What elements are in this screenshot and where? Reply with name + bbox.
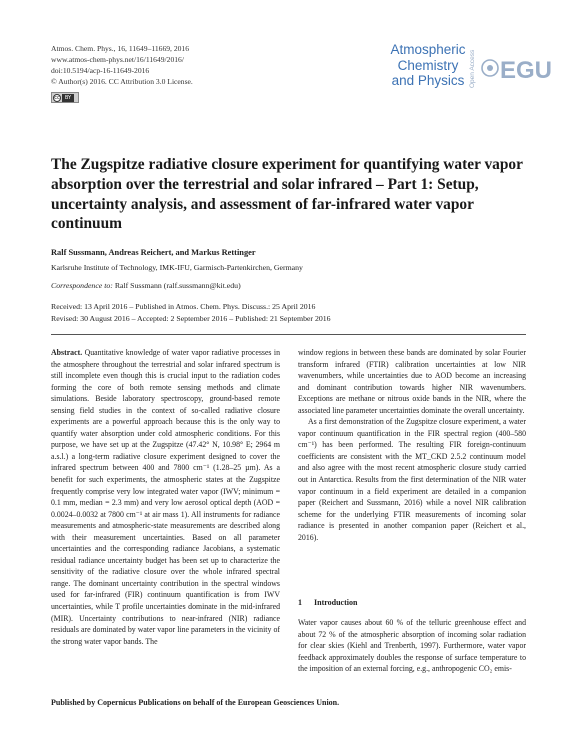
introduction-body (298, 617, 526, 675)
cc-by-label: BY (62, 94, 74, 102)
journal-name-line: and Physics (391, 73, 465, 88)
correspondence-value[interactable]: Ralf Sussmann (ralf.sussmann@kit.edu) (114, 281, 241, 290)
publisher-footer: Published by Copernicus Publications on behalf of the European Geosciences Union. (51, 698, 340, 707)
abstract-paragraph (51, 347, 280, 647)
license-line: © Author(s) 2016. CC Attribution 3.0 License. (51, 77, 193, 86)
journal-name-line: Chemistry (397, 57, 459, 73)
journal-url[interactable]: www.atmos-chem-phys.net/16/11649/2016/ (51, 55, 184, 64)
journal-name-line: Atmospheric (390, 42, 466, 57)
abstract-paragraph-2: As a first demonstration of the Zugspitze closure experiment, a water vapor continuum quantification in the FIR spectral region (400–580 cm⁻¹) has been performed. The resulting FIR foreign-continuum coefficients are consistent with the MT_CKD 2.5.2 continuum model and also agree with the most recent atmospheric closure study carried out in Antarctica. Results from the first determination of the NIR water vapor continuum in a field experiment are detailed in a companion paper (Reichert and Sussmann, 2016) while a novel NIR calibration scheme for the underlying FTIR measurements of incoming solar radiance is presented in another companion paper (Reichert et al., 2016). (298, 417, 526, 542)
publication-dates (51, 301, 331, 325)
abstract-continuation: window regions in between these bands are dominated by solar Fourier transform infrared (FTIR) calibration uncertainties at low NIR wavenumbers, while uncertainties due to AOD become an increasing and dominant contribution towards higher NIR wavenumbers. Exceptions are methane or nitrous oxide bands in the NIR, where the associated line parameter uncertainties dominate the overall uncertainty. (298, 348, 526, 415)
cc-by-badge-icon[interactable] (51, 92, 79, 103)
section-title: Introduction (314, 598, 358, 607)
open-access-text: Open Access (469, 49, 476, 88)
abstract-text: Quantitative knowledge of water vapor radiative processes in the atmosphere throughout the terrestrial and solar infrared spectrum is still incomplete even though this is crucial input to the radiation codes forming the core of both remote sensing methods and climate simulations. Beside laboratory spectroscopy, ground-based remote sensing field studies in the context of so-called radiative closure experiments are a powerful approach because this is the only way to quantify water absorption under cold atmospheric conditions. For this purpose, we have set up at the Zugspitze (47.42° N, 10.98° E; 2964 m a.s.l.) a long-term radiative closure experiment designed to cover the infrared spectrum between 400 and 7800 cm⁻¹ (1.28–25 µm). As a benefit for such experiments, the atmospheric states at the Zugspitze frequently comprise very low integrated water vapor (IWV; minimum = 0.1 mm, median = 2.3 mm) and very low aerosol optical depth (AOD = 0.0024–0.0032 at 7800 cm⁻¹ at air mass 1). All instruments for radiance measurements and atmospheric-state measurements are described along with their measurement uncertainties. Based on all parameter uncertainties and the corresponding radiance Jacobians, a systematic residual radiance uncertainty budget has been set up to characterize the sensitivity of the radiative closure over the whole infrared spectral range. The dominant uncertainty contribution in the spectral windows used for far-infrared (FIR) continuum quantification is from IWV uncertainties, while T profile uncertainties dominate in the mid-infrared (MIR). Uncertainty contributions to near-infrared (NIR) radiance residuals are dominated by water vapor line parameters in the vicinity of the strong water vapor bands. The (51, 348, 280, 646)
header-divider (51, 334, 526, 335)
egu-logo-icon (480, 48, 553, 88)
journal-citation-block (51, 43, 193, 87)
doi[interactable]: doi:10.5194/acp-16-11649-2016 (51, 66, 150, 75)
section-number: 1 (298, 598, 302, 607)
open-access-label (466, 40, 478, 90)
journal-name (384, 42, 472, 89)
section-heading-introduction (298, 598, 357, 607)
journal-citation: Atmos. Chem. Phys., 16, 11649–11669, 2016 (51, 44, 190, 53)
dates-line: Received: 13 April 2016 – Published in Atmos. Chem. Phys. Discuss.: 25 April 2016 (51, 302, 316, 311)
cc-circle-icon: cc (54, 94, 60, 101)
correspondence-label: Correspondence to: (51, 281, 113, 290)
authors: Ralf Sussmann, Andreas Reichert, and Markus Rettinger (51, 248, 256, 257)
dates-line: Revised: 30 August 2016 – Accepted: 2 September 2016 – Published: 21 September 2016 (51, 314, 331, 323)
introduction-paragraph: Water vapor causes about 60 % of the telluric greenhouse effect and about 72 % of the atmospheric absorption of incoming solar radiation for clear skies (Kiehl and Trenberth, 1997). Furthermore, water vapor feedback approximately doubles the response of surface temperature to the imposition of an external forcing, e.g., anthropogenic CO₂ emis- (298, 618, 526, 674)
abstract-column-left (51, 347, 280, 647)
affiliation: Karlsruhe Institute of Technology, IMK-IFU, Garmisch-Partenkirchen, Germany (51, 263, 303, 272)
abstract-heading: Abstract. (51, 348, 83, 357)
abstract-column-right (298, 347, 526, 543)
egu-logo-text: EGU (500, 57, 553, 84)
correspondence (51, 281, 241, 290)
article-title: The Zugspitze radiative closure experiment for quantifying water vapor absorption over the terrestrial and solar infrared – Part 1: Setup, uncertainty analysis, and assessment of far-infrared water vapor continuum (51, 156, 523, 233)
